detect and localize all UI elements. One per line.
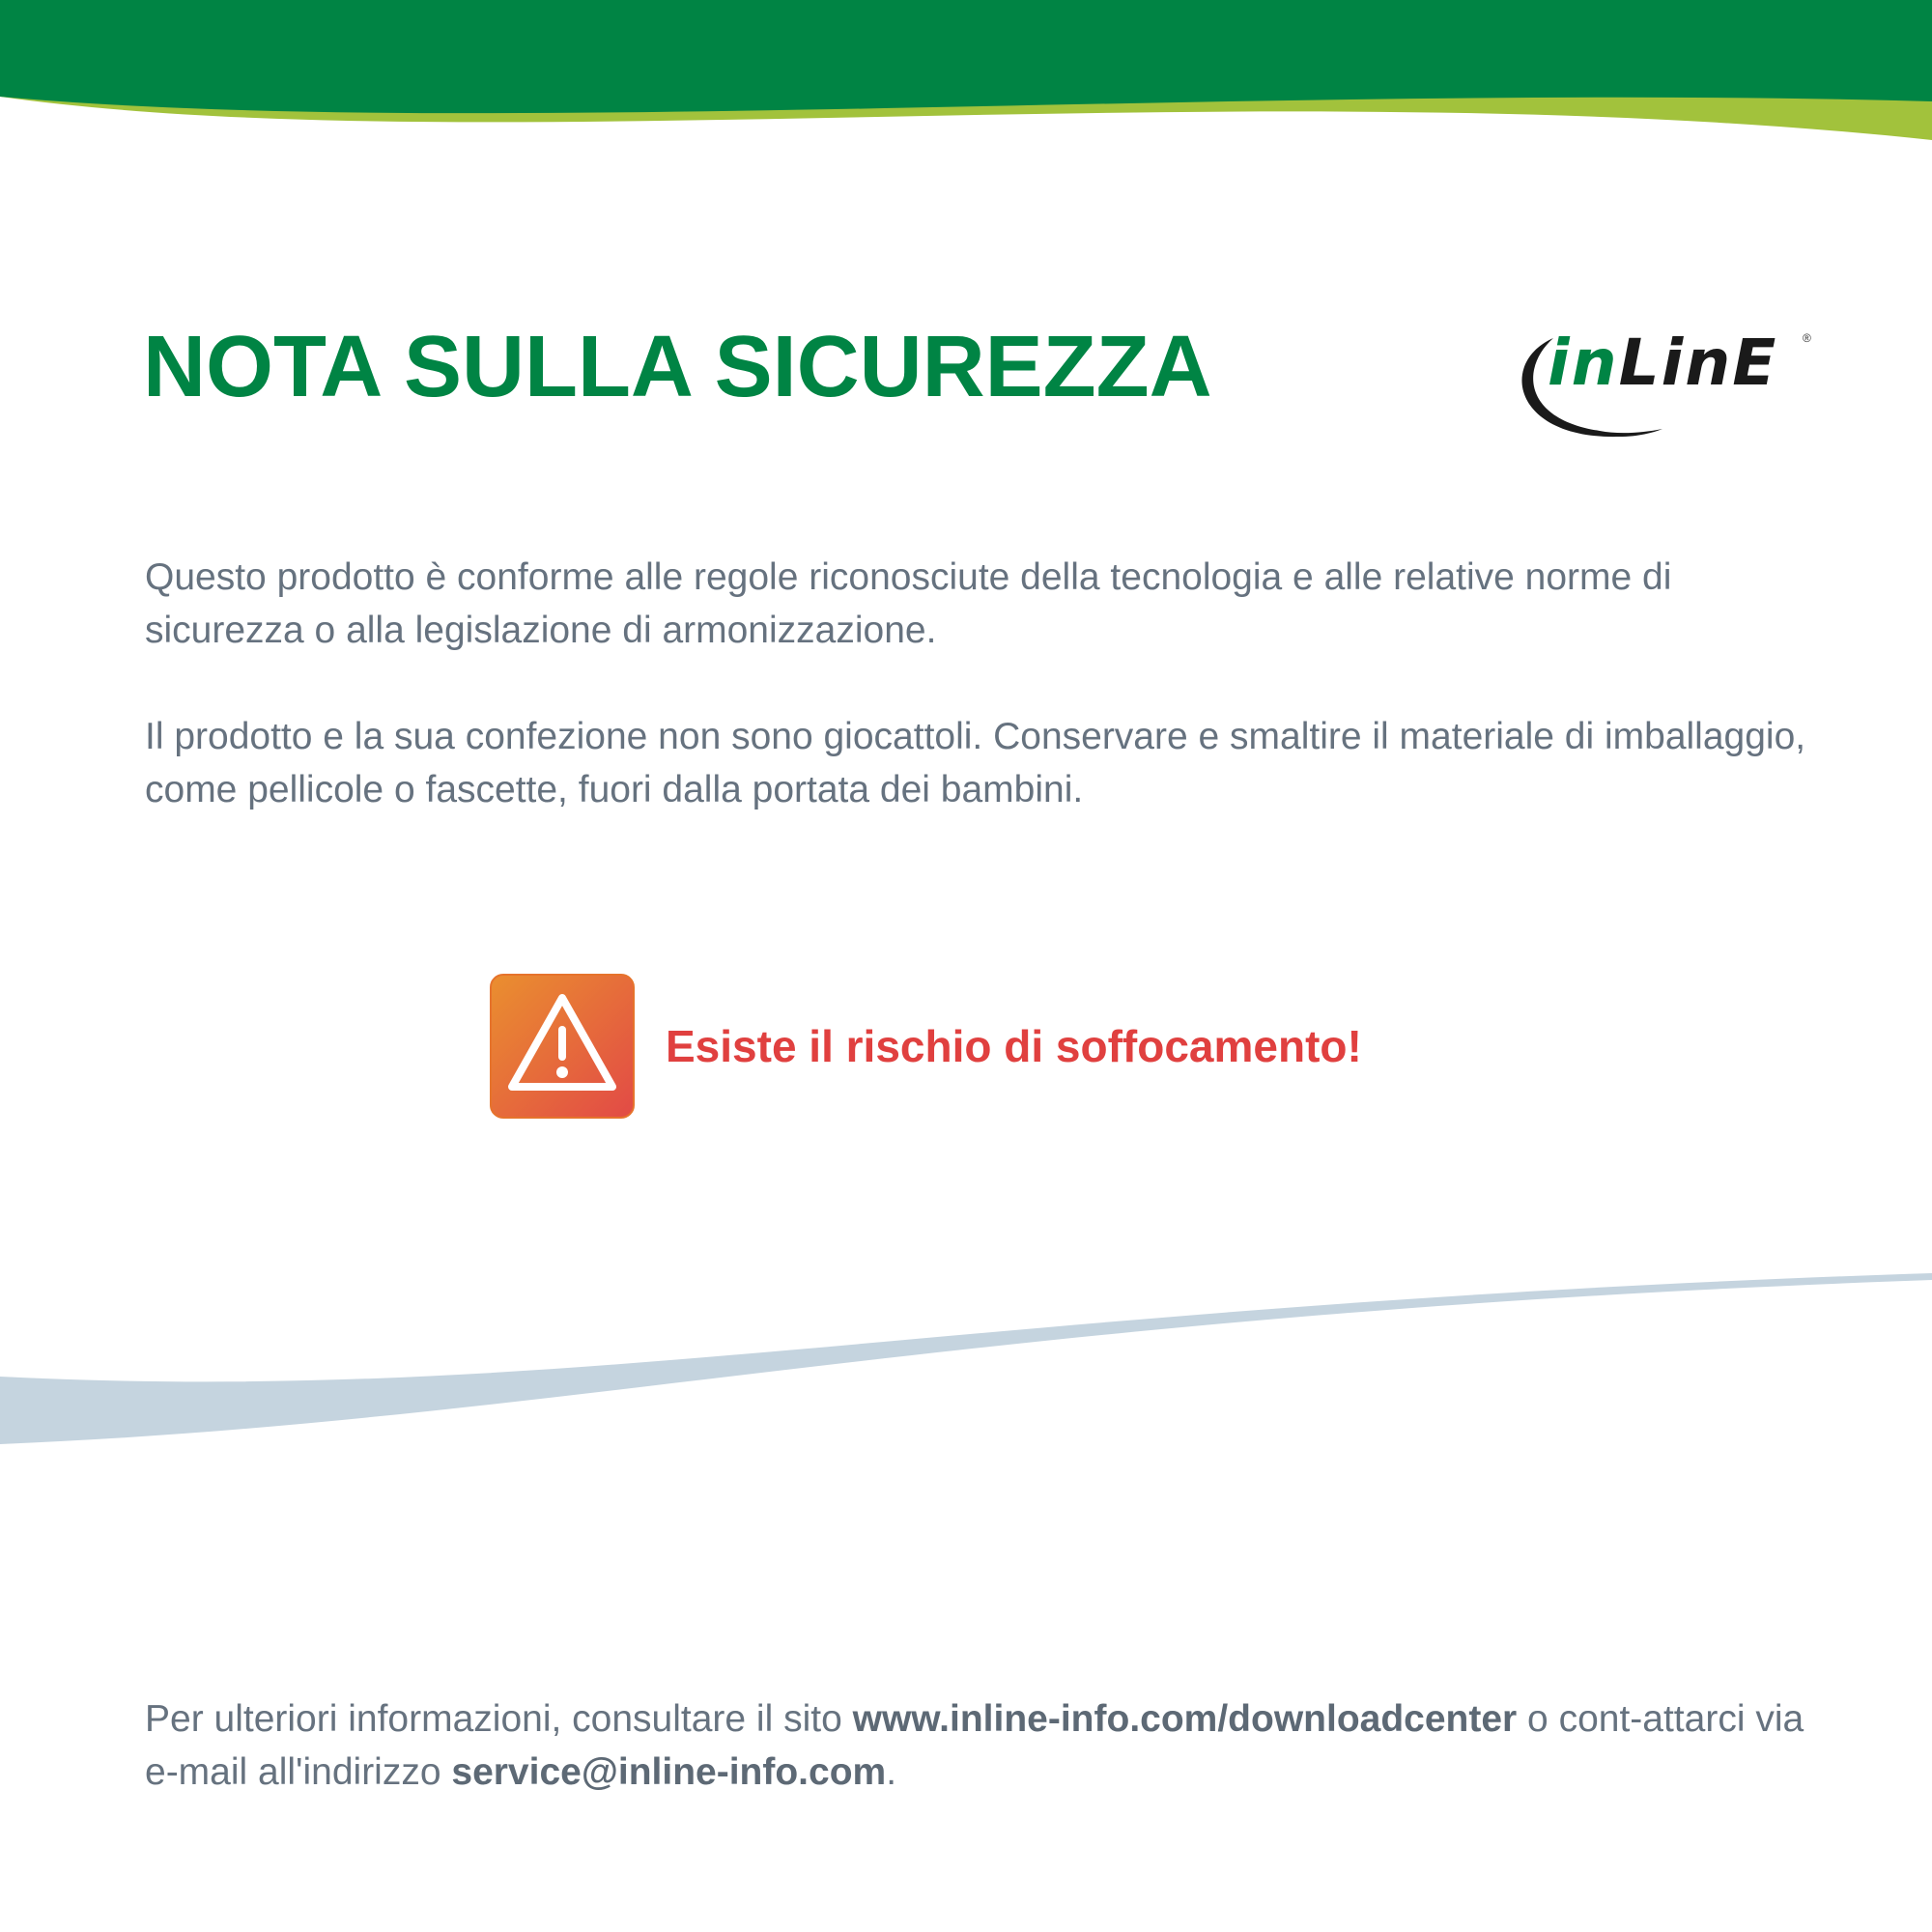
warning-text: Esiste il rischio di soffocamento! — [666, 1021, 1362, 1071]
footer-text-end: . — [886, 1751, 897, 1793]
logo-text-in: in — [1548, 326, 1619, 400]
contact-footer — [145, 1692, 1806, 1799]
inline-logo — [1503, 319, 1822, 444]
logo-wordmark — [1548, 325, 1777, 402]
choking-warning — [490, 974, 1362, 1119]
downloadcenter-link[interactable]: www.inline-info.com/downloadcenter — [852, 1698, 1518, 1740]
footer-text-before: Per ulteriori informazioni, consultare il sito — [145, 1698, 853, 1740]
conformity-paragraph: Questo prodotto è conforme alle regole riconosciute della tecnologia e alle relative norme di sicurezza o alla legislazione di armonizzazione. — [145, 556, 1672, 651]
logo-text-line: LinE — [1618, 326, 1778, 400]
footer-text-middle: o cont-attarci via e-mail all'indirizzo — [145, 1698, 1804, 1793]
service-email-link[interactable]: service@inline-info.com — [451, 1751, 887, 1793]
page-title: NOTA SULLA SICUREZZA — [143, 319, 1212, 415]
bottom-wave-decoration — [0, 1256, 1932, 1468]
registered-mark: ® — [1803, 331, 1811, 345]
packaging-paragraph: Il prodotto e la sua confezione non sono giocattoli. Conservare e smaltire il materiale di imballaggio, come pellicole o fascette, fuori dalla portata dei bambini. — [145, 716, 1806, 810]
warning-triangle-icon — [490, 974, 635, 1119]
top-wave-decoration — [0, 0, 1932, 164]
